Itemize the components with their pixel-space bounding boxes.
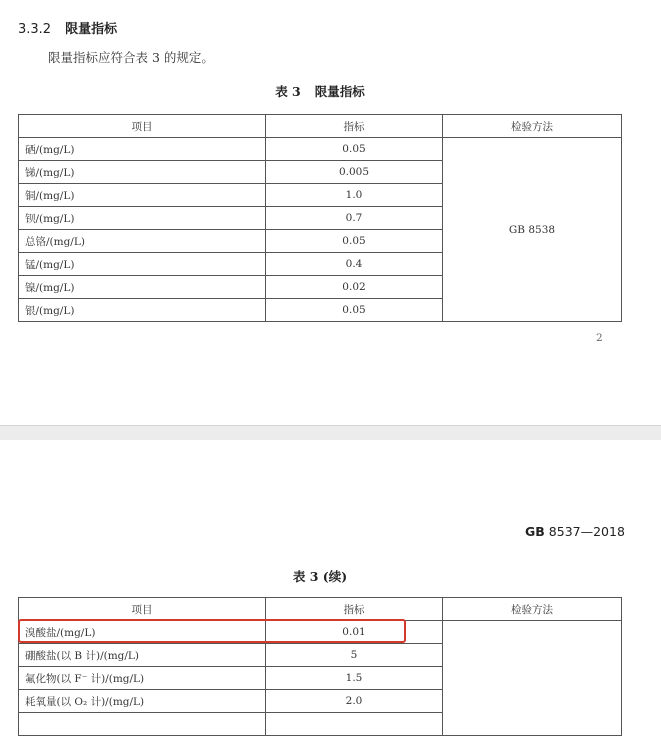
row-item: 氟化物(以 F⁻ 计)/(mg/L)	[19, 667, 266, 690]
section-heading	[18, 18, 117, 37]
row-item: 银/(mg/L)	[19, 299, 266, 322]
header-method: 检验方法	[443, 115, 622, 138]
header-item: 项目	[19, 598, 266, 621]
row-item: 硼酸盐(以 B 计)/(mg/L)	[19, 644, 266, 667]
row-value: 0.05	[266, 230, 443, 253]
row-item: 钡/(mg/L)	[19, 207, 266, 230]
standard-prefix: GB	[525, 524, 545, 539]
standard-code: 8537—2018	[548, 524, 625, 539]
table-row	[19, 138, 622, 161]
limits-table-continued	[18, 597, 622, 736]
row-item: 铜/(mg/L)	[19, 184, 266, 207]
table1-caption-label: 表 3	[275, 84, 301, 99]
header-method: 检验方法	[443, 598, 622, 621]
header-item: 项目	[19, 115, 266, 138]
row-item: 耗氧量(以 O₂ 计)/(mg/L)	[19, 690, 266, 713]
row-item: 硒/(mg/L)	[19, 138, 266, 161]
row-value: 1.0	[266, 184, 443, 207]
table-header-row	[19, 598, 622, 621]
row-item: 锑/(mg/L)	[19, 161, 266, 184]
table1-caption	[0, 82, 640, 100]
method-cell: GB 8538	[443, 138, 622, 322]
page-number: 2	[596, 332, 603, 344]
row-value-cutoff	[266, 713, 443, 736]
section-paragraph: 限量指标应符合表 3 的规定。	[48, 50, 214, 65]
limits-table	[18, 114, 622, 322]
row-value: 0.005	[266, 161, 443, 184]
row-item-cutoff	[19, 713, 266, 736]
row-value: 5	[266, 644, 443, 667]
standard-id	[525, 524, 625, 539]
row-item: 溴酸盐/(mg/L)	[19, 621, 266, 644]
row-value: 0.01	[266, 621, 443, 644]
row-value: 0.05	[266, 299, 443, 322]
header-limit: 指标	[266, 115, 443, 138]
row-value: 0.7	[266, 207, 443, 230]
section-title: 限量指标	[65, 22, 118, 37]
section-number: 3.3.2	[18, 22, 52, 37]
row-item: 总铬/(mg/L)	[19, 230, 266, 253]
row-value: 0.02	[266, 276, 443, 299]
table1-caption-title: 限量指标	[314, 84, 365, 99]
highlight-box	[18, 619, 406, 643]
header-limit: 指标	[266, 598, 443, 621]
row-value: 0.05	[266, 138, 443, 161]
row-value: 1.5	[266, 667, 443, 690]
row-value: 0.4	[266, 253, 443, 276]
row-item: 镍/(mg/L)	[19, 276, 266, 299]
row-value: 2.0	[266, 690, 443, 713]
table-header-row	[19, 115, 622, 138]
row-item: 锰/(mg/L)	[19, 253, 266, 276]
table2-caption: 表 3 (续)	[292, 569, 348, 584]
method-cell	[443, 621, 622, 736]
